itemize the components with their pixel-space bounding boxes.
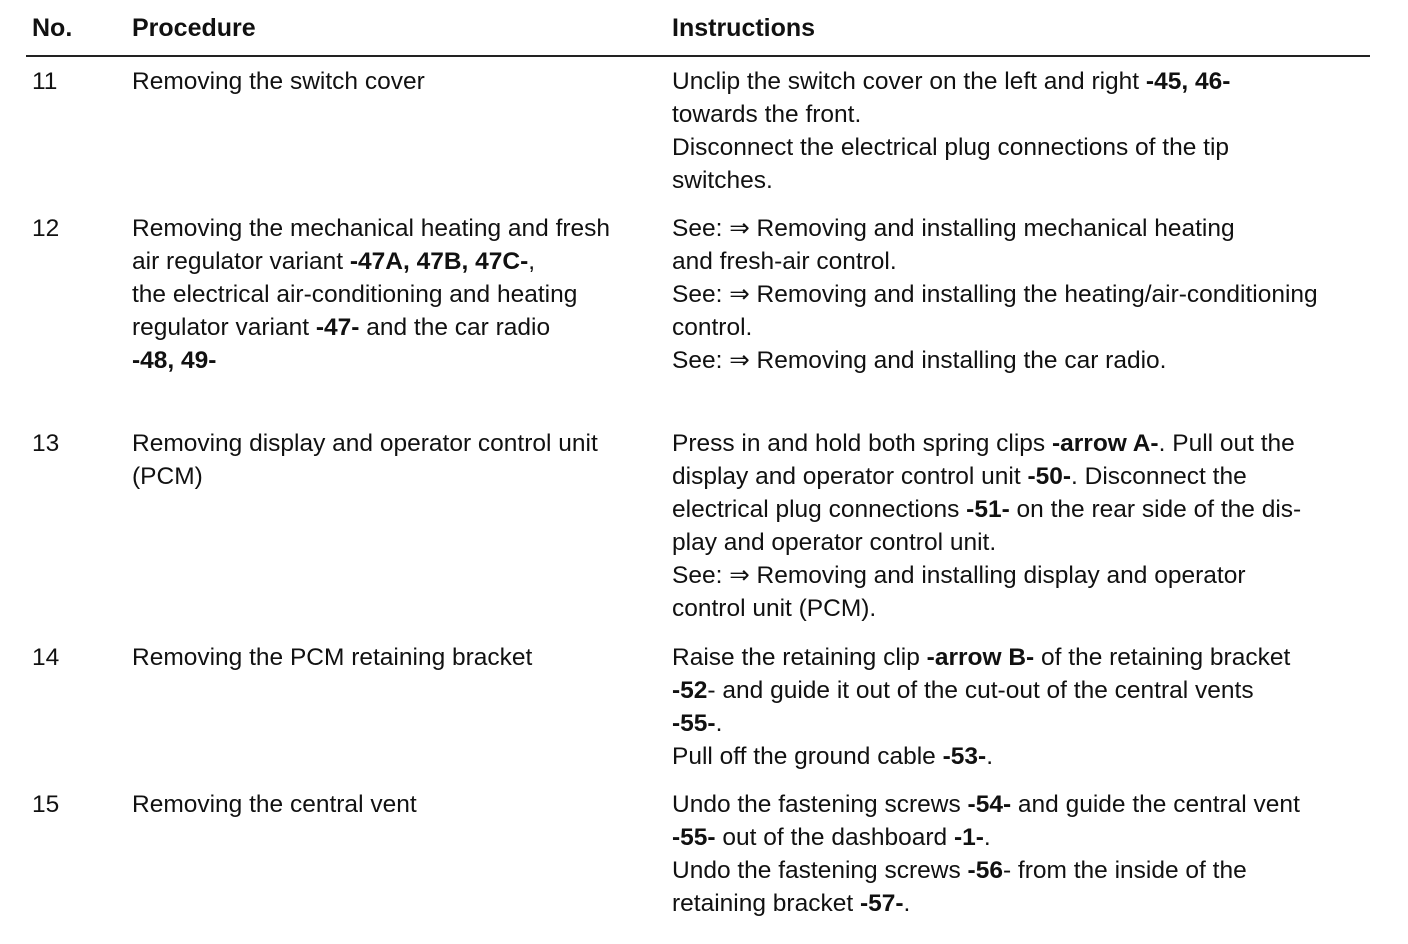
part-reference: -51- [966,496,1010,523]
text-line [132,641,652,674]
text-line [672,887,1384,920]
text-run: air regulator variant [132,248,350,275]
text-line [132,427,652,460]
text-line [672,707,1384,740]
text-line [672,674,1384,707]
text-line [132,65,652,98]
text-run: Pull off the ground cable [672,743,943,770]
part-reference: -54- [967,791,1012,818]
text-run: retaining bracket [672,890,860,917]
text-run: switches. [672,167,773,194]
text-line [672,821,1384,854]
text-run: Removing the mechanical heating and fresh [132,215,611,242]
text-line [672,493,1384,526]
part-reference: -50- [1027,463,1072,490]
text-run: of the retaining bracket [1034,644,1291,671]
text-line [672,245,1384,278]
instructions-cell [672,65,1384,197]
procedure-cell [132,65,652,98]
text-line [672,344,1384,377]
table-header [0,14,1408,50]
text-line [132,311,652,344]
text-run: , [528,248,536,275]
part-reference: -1- [953,824,984,851]
text-run: . [715,710,723,737]
part-reference: -arrow A- [1051,430,1159,457]
part-reference: -45, 46- [1145,68,1231,95]
part-reference: -55- [672,710,716,737]
text-run: and guide the central vent [1011,791,1300,818]
text-run: Unclip the switch cover on the left and right [672,68,1146,95]
header-rule [26,55,1370,57]
part-reference: -55- [672,824,716,851]
text-run: display and operator control unit [672,463,1028,490]
row-number: 15 [32,791,60,818]
row-number: 11 [32,68,58,95]
text-line [672,278,1384,311]
text-run: control. [672,314,753,341]
text-run: play and operator control unit. [672,529,997,556]
text-run: towards the front. [672,101,862,128]
text-run: . Disconnect the [1071,463,1247,490]
text-line [132,212,652,245]
text-line [672,212,1384,245]
text-line [672,131,1384,164]
procedure-cell [132,641,652,674]
text-line [132,788,652,821]
text-run: - from the inside of the [1002,857,1247,884]
text-run: See: ⇒ Removing and installing the car radio. [672,347,1167,374]
text-run: . [986,743,993,770]
part-reference: -48, 49- [132,347,217,374]
part-reference: -arrow B- [926,644,1035,671]
text-run: Removing the central vent [132,791,417,818]
text-line [132,460,652,493]
text-run: - and guide it out of the cut-out of the central vents [707,677,1254,704]
procedure-cell [132,788,652,821]
header-no: No. [32,14,73,42]
text-line [672,641,1384,674]
instructions-cell [672,212,1384,377]
text-line [672,65,1384,98]
text-run: See: ⇒ Removing and installing display and operator [672,562,1246,589]
text-run: (PCM) [132,463,203,490]
text-line [672,460,1384,493]
text-line [672,427,1384,460]
text-run: Removing the switch cover [132,68,425,95]
text-run: Removing display and operator control unit [132,430,598,457]
part-reference: -53- [942,743,987,770]
text-line [672,526,1384,559]
instructions-cell [672,641,1384,773]
text-line [672,98,1384,131]
procedure-cell [132,427,652,493]
text-line [132,245,652,278]
text-run: See: ⇒ Removing and installing the heating/air-conditioning [672,281,1318,308]
part-reference: -47A, 47B, 47C- [349,248,529,275]
text-line [672,311,1384,344]
procedure-cell [132,212,652,377]
text-line [672,854,1384,887]
text-run: Disconnect the electrical plug connections of the tip [672,134,1230,161]
text-line [672,592,1384,625]
text-run: See: ⇒ Removing and installing mechanical heating [672,215,1235,242]
text-run: electrical plug connections [672,496,967,523]
text-run: and the car radio [359,314,551,341]
text-line [132,278,652,311]
instructions-cell [672,427,1384,625]
row-number: 13 [32,430,60,457]
text-run: . [983,824,991,851]
row-number: 12 [32,215,60,242]
text-run: Raise the retaining clip [672,644,927,671]
text-run: regulator variant [132,314,316,341]
part-reference: -52 [672,677,708,704]
text-line [672,740,1384,773]
part-reference: -57- [859,890,904,917]
text-run: the electrical air-conditioning and heating [132,281,578,308]
part-reference: -47- [315,314,360,341]
text-run: on the rear side of the dis- [1009,496,1302,523]
text-run: Undo the fastening screws [672,791,968,818]
text-line [132,344,652,377]
text-run: Undo the fastening screws [672,857,968,884]
text-run: Press in and hold both spring clips [672,430,1052,457]
text-run: out of the dashboard [715,824,954,851]
part-reference: -56 [967,857,1003,884]
instructions-cell [672,788,1384,920]
header-instructions: Instructions [672,14,816,42]
text-run: . [903,890,911,917]
text-run: control unit (PCM). [672,595,877,622]
text-run: and fresh-air control. [672,248,897,275]
text-line [672,164,1384,197]
text-run: . Pull out the [1158,430,1295,457]
text-line [672,559,1384,592]
header-procedure: Procedure [132,14,256,42]
text-line [672,788,1384,821]
text-run: Removing the PCM retaining bracket [132,644,533,671]
row-number: 14 [32,644,60,671]
